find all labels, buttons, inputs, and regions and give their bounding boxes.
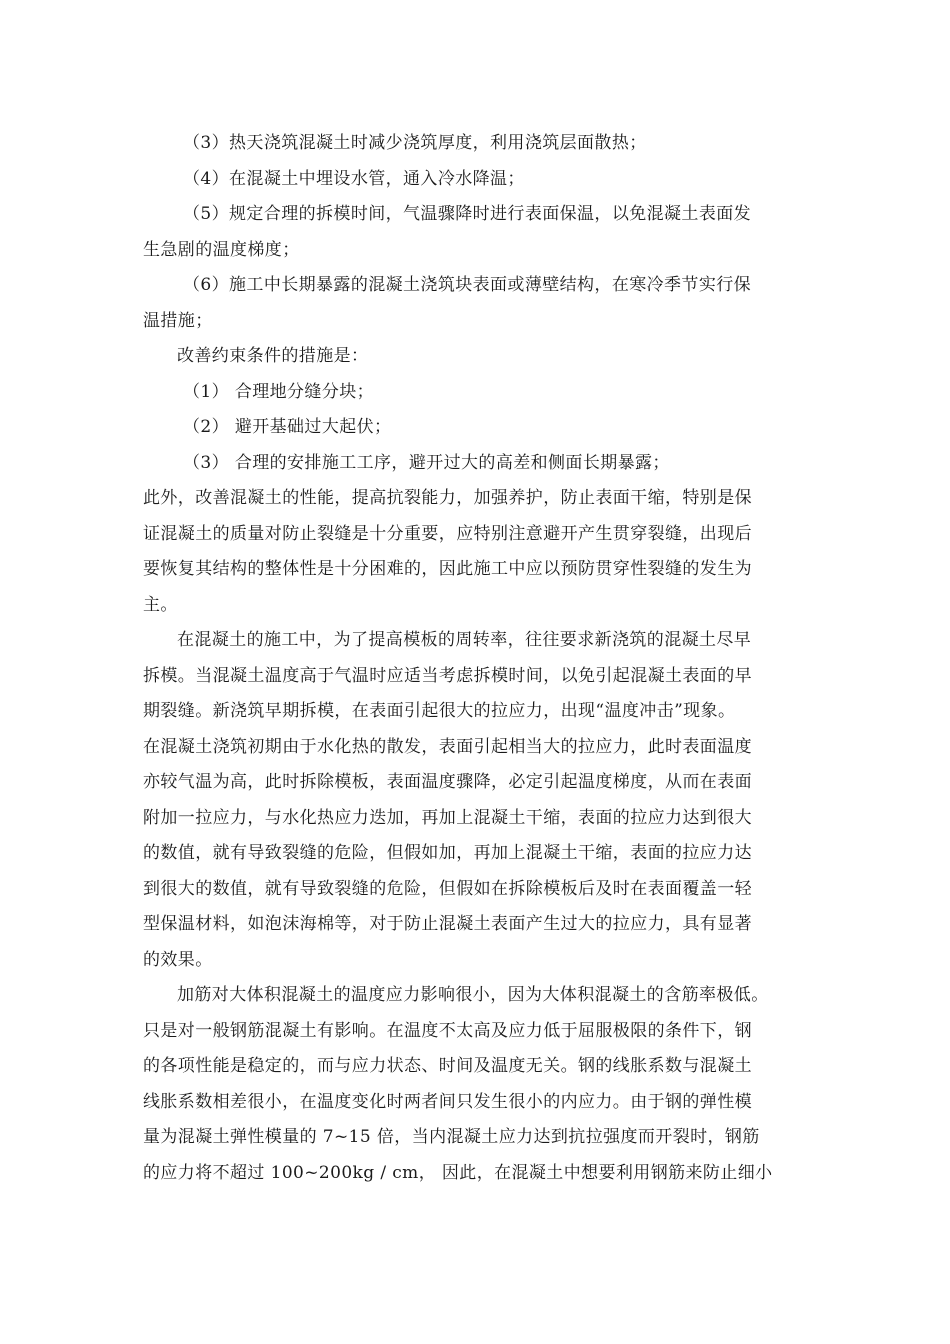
text-line: 的各项性能是稳定的，而与应力状态、时间及温度无关。钢的线胀系数与混凝土 xyxy=(143,1056,752,1076)
text-line: （4）在混凝土中埋设水管，通入冷水降温； xyxy=(183,168,525,189)
text-line: （5）规定合理的拆模时间，气温骤降时进行表面保温，以免混凝土表面发 xyxy=(183,204,752,224)
text-line: 温措施； xyxy=(143,310,213,331)
text-line: 附加一拉应力，与水化热应力迭加，再加上混凝土干缩，表面的拉应力达到很大 xyxy=(143,807,752,828)
document-body xyxy=(143,126,833,1191)
text-line: 要恢复其结构的整体性是十分困难的，因此施工中应以预防贯穿性裂缝的发生为 xyxy=(143,559,752,579)
text-line: 期裂缝。新浇筑早期拆模，在表面引起很大的拉应力，出现“温度冲击”现象。 xyxy=(143,701,736,721)
text-line: 的应力将不超过 100~200kg / cm， 因此，在混凝土中想要利用钢筋来防止细小 xyxy=(143,1162,773,1183)
text-line: （2） 避开基础过大起伏； xyxy=(183,417,392,437)
text-line: 在混凝土浇筑初期由于水化热的散发，表面引起相当大的拉应力，此时表面温度 xyxy=(143,736,752,757)
text-line: （1） 合理地分缝分块； xyxy=(183,381,375,402)
text-line: 在混凝土的施工中，为了提高模板的周转率，往往要求新浇筑的混凝土尽早 xyxy=(177,630,752,650)
text-line: 改善约束条件的措施是： xyxy=(177,346,369,366)
text-line: （3）热天浇筑混凝土时减少浇筑厚度，利用浇筑层面散热； xyxy=(183,133,647,153)
text-line: 到很大的数值，就有导致裂缝的危险，但假如在拆除模板后及时在表面覆盖一轻 xyxy=(143,878,752,899)
text-line: 的效果。 xyxy=(143,949,213,970)
text-line: 此外，改善混凝土的性能，提高抗裂能力，加强养护，防止表面干缩，特别是保 xyxy=(143,488,752,508)
text-line: 拆模。当混凝土温度高于气温时应适当考虑拆模时间，以免引起混凝土表面的早 xyxy=(143,665,752,686)
text-line: 线胀系数相差很小，在温度变化时两者间只发生很小的内应力。由于钢的弹性模 xyxy=(143,1091,752,1112)
text-line: 型保温材料，如泡沫海棉等，对于防止混凝土表面产生过大的拉应力，具有显著 xyxy=(143,914,752,934)
text-line: 量为混凝土弹性模量的 7~15 倍，当内混凝土应力达到抗拉强度而开裂时，钢筋 xyxy=(143,1127,760,1147)
text-line: 只是对一般钢筋混凝土有影响。在温度不太高及应力低于屈服极限的条件下，钢 xyxy=(143,1020,752,1041)
text-line: （6）施工中长期暴露的混凝土浇筑块表面或薄壁结构，在寒冷季节实行保 xyxy=(183,275,752,295)
text-line: 加筋对大体积混凝土的温度应力影响很小，因为大体积混凝土的含筋率极低。 xyxy=(177,985,769,1005)
text-line: 的数值，就有导致裂缝的危险，但假如加，再加上混凝土干缩，表面的拉应力达 xyxy=(143,843,752,863)
text-line: 生急剧的温度梯度； xyxy=(143,239,300,260)
text-line: （3） 合理的安排施工工序，避开过大的高差和侧面长期暴露； xyxy=(183,452,670,473)
text-line: 亦较气温为高，此时拆除模板，表面温度骤降，必定引起温度梯度，从而在表面 xyxy=(143,772,752,792)
text-line: 证混凝土的质量对防止裂缝是十分重要，应特别注意避开产生贯穿裂缝，出现后 xyxy=(143,523,752,544)
text-line: 主。 xyxy=(143,594,178,615)
